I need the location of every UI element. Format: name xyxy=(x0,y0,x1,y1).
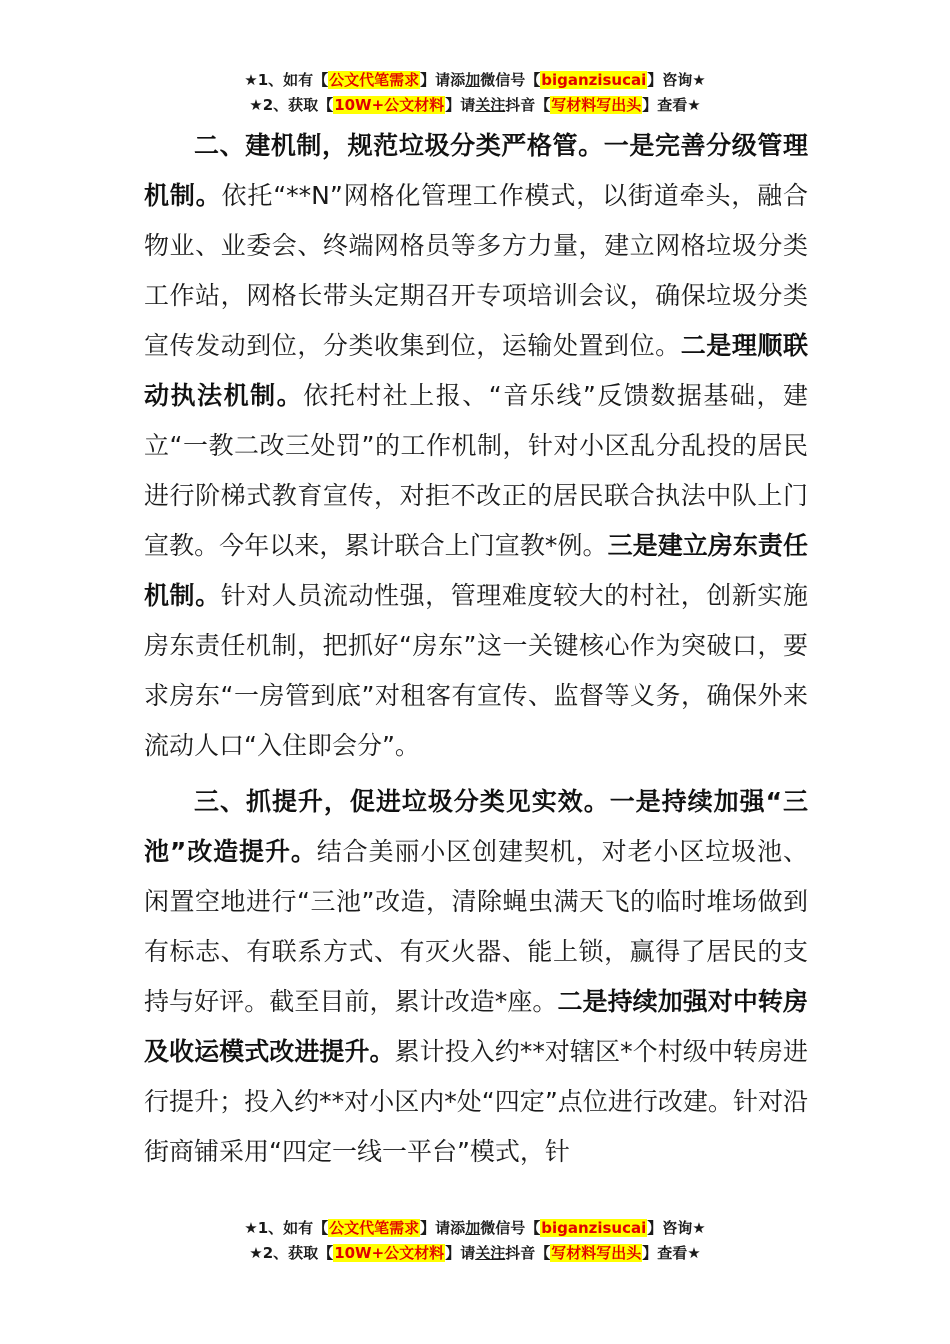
bold-heading: 二、建机制，规范垃圾分类严格管。一是完善分级管理机制。 xyxy=(144,131,808,210)
banner-text: 微信号【 xyxy=(480,71,541,89)
highlight-wechat-id: biganzisucai xyxy=(541,71,647,89)
body-text: 针对人员流动性强，管理难度较大的村社，创新实施房东责任机制，把抓好“房东”这一关键核心作为突破口，要求房东“一房管到底”对租客有宣传、监督等义务，确保外来流动人口“入住即会分”。 xyxy=(144,581,808,760)
body-text: 结合美丽小区创建契机，对老小区垃圾池、闲置空地进行“三池”改造，清除蝇虫满天飞的临时堆场做到有标志、有联系方式、有灭火器、能上锁，赢得了居民的支持与好评。截至目前，累计改造*座。 xyxy=(144,837,808,1016)
top-banner xyxy=(0,68,950,118)
highlight-douyin: 写材料写出头 xyxy=(551,1244,642,1262)
banner-text: ★2、获取【 xyxy=(249,96,334,114)
underlined-text: 关注 xyxy=(475,96,506,114)
highlight-douyin: 写材料写出头 xyxy=(551,96,642,114)
banner-text: 抖音【 xyxy=(505,96,551,114)
bottom-banner xyxy=(0,1216,950,1266)
banner-text: 微信号【 xyxy=(480,1219,541,1237)
highlight-ghostwriting: 公文代笔需求 xyxy=(329,71,420,89)
banner-text: 】请 xyxy=(445,1244,476,1262)
banner-text: 抖音【 xyxy=(505,1244,551,1262)
underlined-text: 关注 xyxy=(475,1244,506,1262)
banner-text: 】查看★ xyxy=(642,96,701,114)
paragraph-improvement xyxy=(144,777,808,1177)
banner-text: ★2、获取【 xyxy=(249,1244,334,1262)
bold-heading: 二是持续加强对中转房及收运模式改进提升。 xyxy=(144,987,808,1066)
document-body xyxy=(144,121,808,1177)
banner-text: 】请添 xyxy=(420,1219,466,1237)
underlined-text: 加 xyxy=(465,1219,481,1237)
paragraph-mechanism xyxy=(144,121,808,771)
banner-line-2 xyxy=(0,93,950,118)
banner-text: 】咨询★ xyxy=(647,71,706,89)
banner-line-1 xyxy=(0,68,950,93)
banner-line-2 xyxy=(0,1241,950,1266)
body-text: 累计投入约**对辖区*个村级中转房进行提升；投入约**对小区内*处“四定”点位进行改建。针对沿街商铺采用“四定一线一平台”模式，针 xyxy=(144,1037,808,1166)
highlight-ghostwriting: 公文代笔需求 xyxy=(329,1219,420,1237)
banner-text: ★1、如有【 xyxy=(244,71,329,89)
banner-text: 】请 xyxy=(445,96,476,114)
bold-heading: 三、抓提升，促进垃圾分类见实效。一是持续加强“三池”改造提升。 xyxy=(144,787,808,866)
highlight-wechat-id: biganzisucai xyxy=(541,1219,647,1237)
highlight-materials: 10W+公文材料 xyxy=(334,1244,445,1262)
body-text: 依托村社上报、“音乐线”反馈数据基础，建立“一教二改三处罚”的工作机制，针对小区乱分乱投的居民进行阶梯式教育宣传，对拒不改正的居民联合执法中队上门宣教。今年以来，累计联合上门宣教*例。 xyxy=(144,381,808,560)
highlight-materials: 10W+公文材料 xyxy=(334,96,445,114)
banner-line-1 xyxy=(0,1216,950,1241)
banner-text: 】请添 xyxy=(420,71,466,89)
underlined-text: 加 xyxy=(465,71,481,89)
banner-text: ★1、如有【 xyxy=(244,1219,329,1237)
bold-heading: 三是建立房东责任机制。 xyxy=(144,531,808,610)
body-text: 依托“**N”网格化管理工作模式，以街道牵头，融合物业、业委会、终端网格员等多方力量，建立网格垃圾分类工作站，网格长带头定期召开专项培训会议，确保垃圾分类宣传发动到位，分类收集到位，运输处置到位。 xyxy=(144,181,808,360)
banner-text: 】咨询★ xyxy=(647,1219,706,1237)
banner-text: 】查看★ xyxy=(642,1244,701,1262)
bold-heading: 二是理顺联动执法机制。 xyxy=(144,331,808,410)
